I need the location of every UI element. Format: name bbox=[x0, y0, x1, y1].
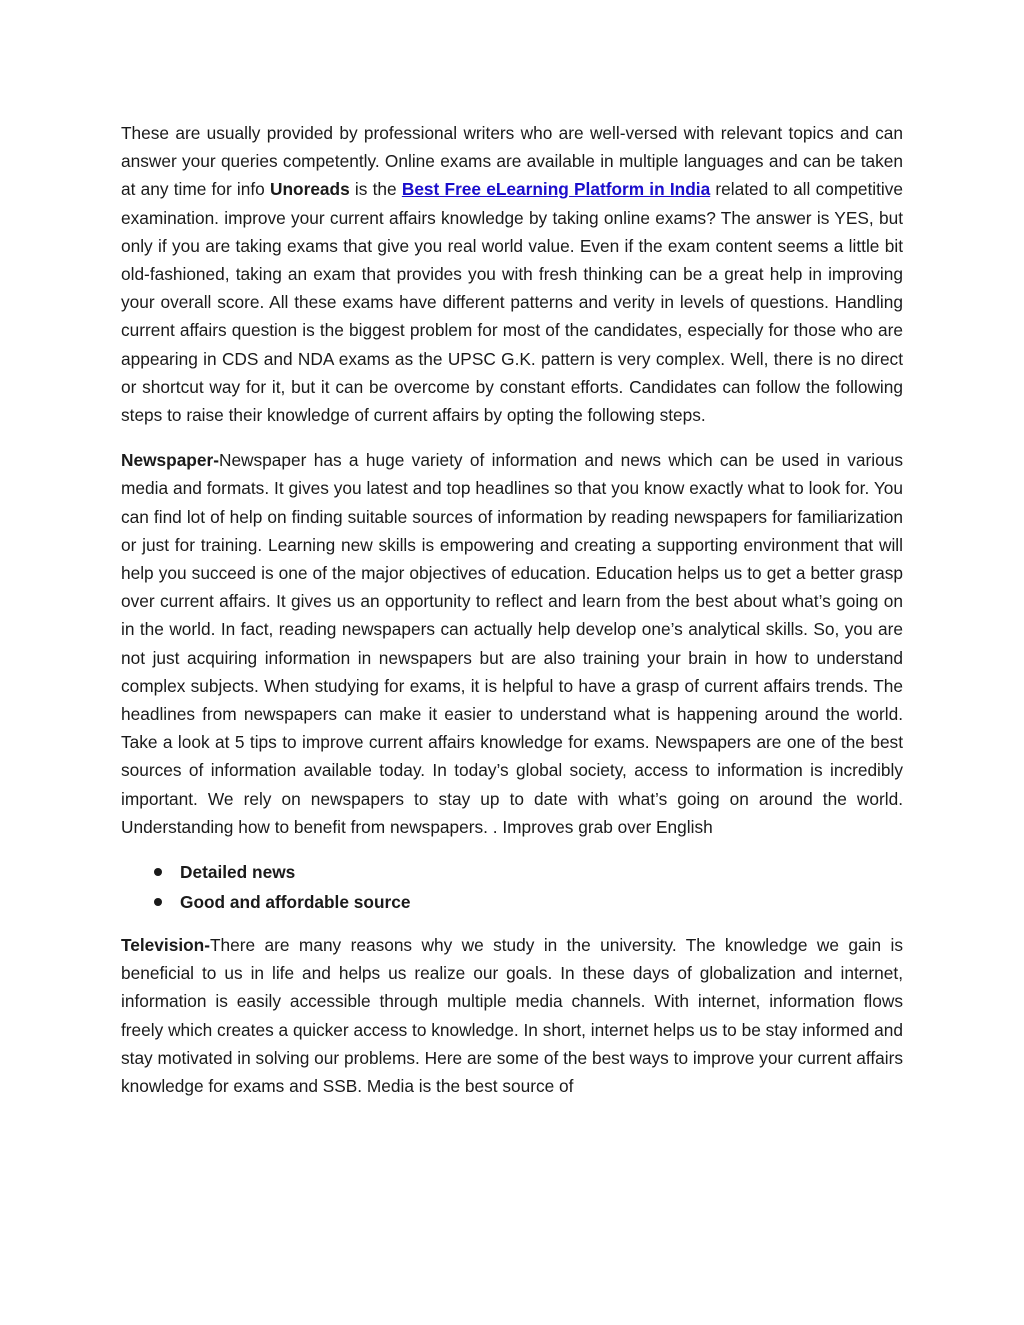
newspaper-heading: Newspaper- bbox=[121, 450, 219, 471]
television-paragraph bbox=[121, 931, 903, 1101]
elearning-platform-link[interactable]: Best Free eLearning Platform in India bbox=[401, 179, 711, 200]
newspaper-body: Newspaper has a huge variety of information and news which can be used in various media and formats. It gives you latest and top headlines so that you know exactly what to look for. You can find lot of help on finding suitable sources of information by reading newspapers for familiarization or just for training. Learning new skills is empowering and creating a supporting environment that will help you succeed is one of the major objectives of education. Education helps us to get a better grasp over current affairs. It gives us an opportunity to reflect and learn from the best about what’s going on in the world. In fact, reading newspapers can actually help develop one’s analytical skills. So, you are not just acquiring information in newspapers but are also training your brain in how to understand complex subjects. When studying for exams, it is helpful to have a grasp of current affairs trends. The headlines from newspapers can make it easier to understand what is happening around the world. Take a look at 5 tips to improve current affairs knowledge for exams. Newspapers are one of the best sources of information available today. In today’s global society, access to information is incredibly important. We rely on newspapers to stay up to date with what’s going on around the world. Understanding how to benefit from newspapers. . Improves grab over English bbox=[121, 450, 903, 837]
bullet-text: Detailed news bbox=[180, 862, 296, 883]
intro-paragraph bbox=[121, 119, 903, 429]
bullet-icon bbox=[154, 868, 162, 876]
intro-text-start: These are usually provided by professional writers who are well-versed with relevant topics and can answer your queries competently. Online exams are available in multiple languages and can be taken at any time for info bbox=[121, 123, 903, 200]
television-body: There are many reasons why we study in the university. The knowledge we gain is beneficial to us in life and helps us realize our goals. In these days of globalization and internet, information is easily accessible through multiple media channels. With internet, information flows freely which creates a quicker access to knowledge. In short, internet helps us to be stay informed and stay motivated in solving our problems. Here are some of the best ways to improve your current affairs knowledge for exams and SSB. Media is the best source of bbox=[121, 935, 903, 1097]
bullet-icon bbox=[154, 898, 162, 906]
intro-text-end: related to all competitive examination. improve your current affairs knowledge by taking online exams? The answer is YES, but only if you are taking exams that give you real world value. Even if the exam content seems a little bit old-fashioned, taking an exam that provides you with fresh thinking can be a great help in improving your overall score. All these exams have different patterns and verity in levels of questions. Handling current affairs question is the biggest problem for most of the candidates, especially for those who are appearing in CDS and NDA exams as the UPSC G.K. pattern is very complex. Well, there is no direct or shortcut way for it, but it can be overcome by constant efforts. Candidates can follow the following steps to raise their knowledge of current affairs by opting the following steps. bbox=[121, 179, 903, 426]
list-item bbox=[121, 887, 903, 917]
brand-name: Unoreads bbox=[270, 179, 350, 200]
newspaper-paragraph bbox=[121, 446, 903, 841]
bullet-text: Good and affordable source bbox=[180, 892, 411, 913]
list-item bbox=[121, 857, 903, 887]
document-page bbox=[121, 119, 903, 1101]
television-heading: Television- bbox=[121, 935, 210, 956]
intro-text-middle: is the bbox=[349, 179, 402, 200]
bullet-list bbox=[121, 857, 903, 917]
